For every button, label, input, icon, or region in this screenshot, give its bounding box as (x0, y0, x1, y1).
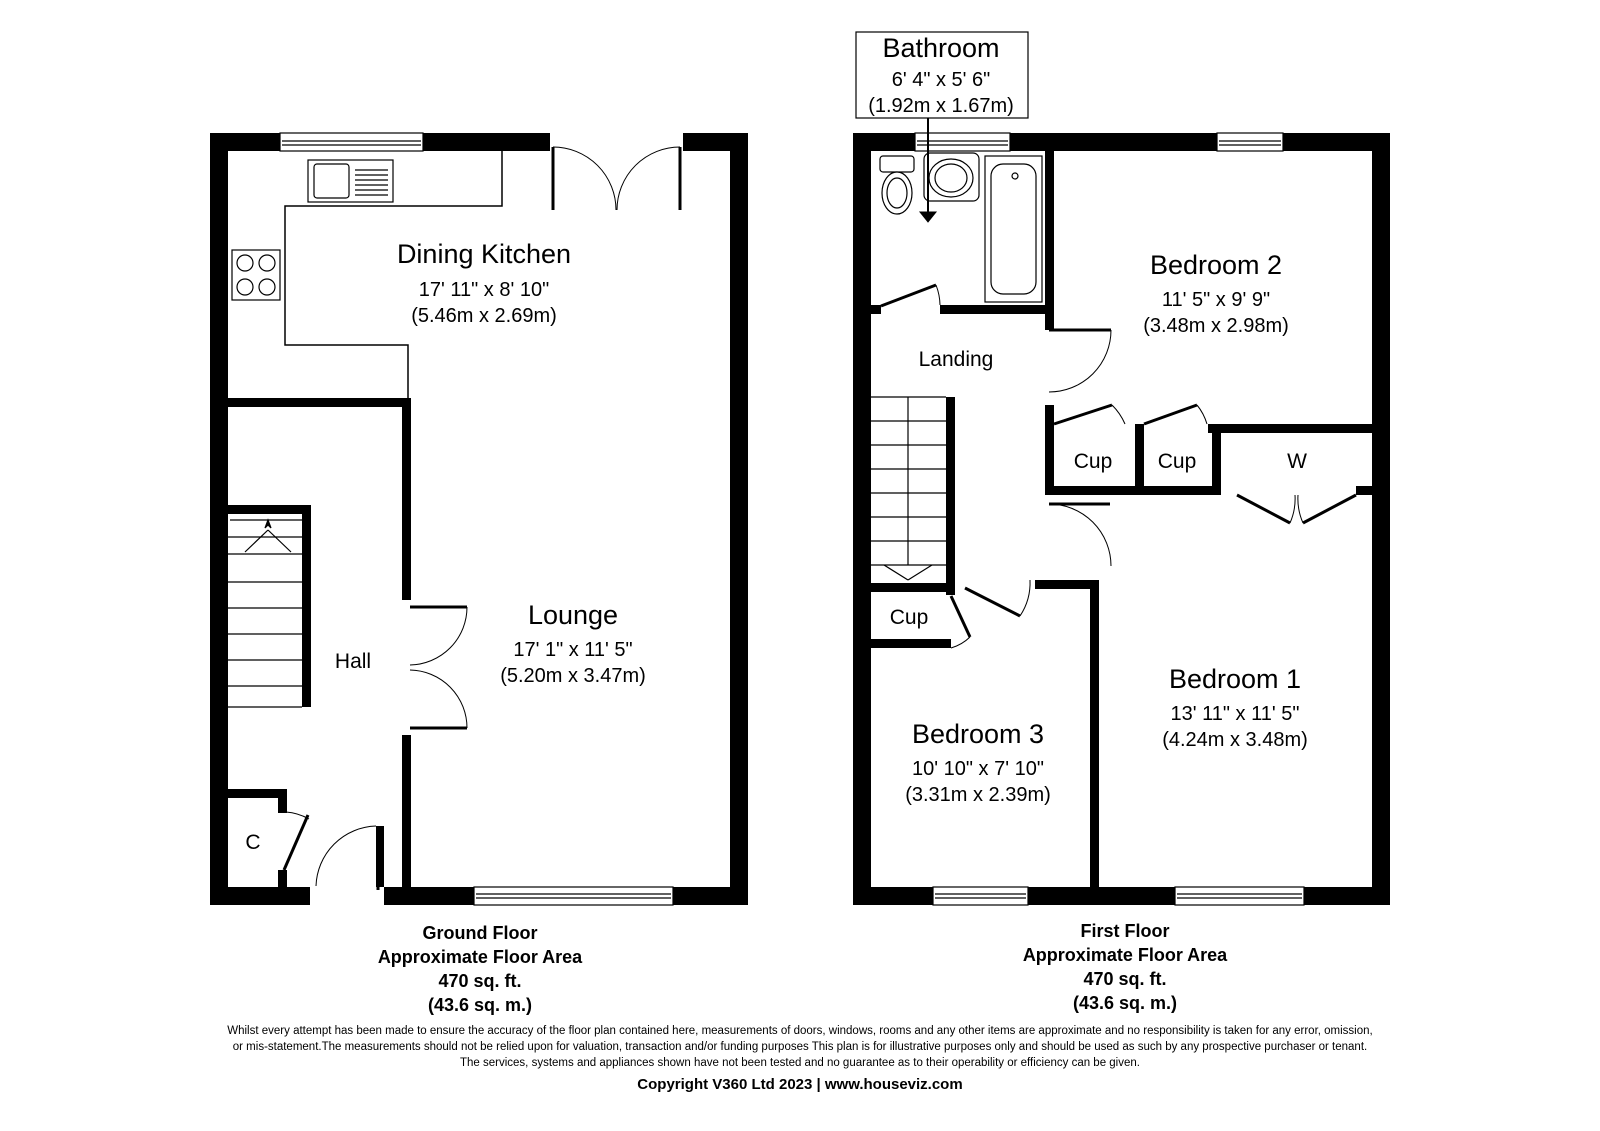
first-floor-area-sqft: 470 sq. ft. (1083, 969, 1167, 989)
disclaimer-text (20, 1023, 1580, 1071)
first-floor-title: First Floor (1080, 921, 1170, 941)
cup3-name: Cup (889, 606, 929, 629)
sink-icon (308, 160, 393, 202)
disclaimer-line-2: or mis-statement.The measurements should not be relied upon for valuation, transaction and/or funding purposes This plan is for illustrative purposes only and should be used as such by any prospective purchaser or tenant. (232, 1041, 1368, 1053)
dining-kitchen-imperial: 17' 11" x 8' 10" (418, 279, 550, 301)
ground-floor-caption (300, 921, 660, 1017)
front-door (316, 826, 378, 890)
dining-kitchen-metric: (5.46m x 2.69m) (411, 305, 557, 327)
bathroom-imperial: 6' 4" x 5' 6" (891, 69, 991, 91)
bedroom2-name: Bedroom 2 (1149, 250, 1283, 280)
bathroom-metric: (1.92m x 1.67m) (868, 95, 1014, 117)
dining-kitchen-name: Dining Kitchen (396, 239, 572, 269)
ground-floor-area-sqm: (43.6 sq. m.) (427, 995, 533, 1015)
disclaimer-line-1: Whilst every attempt has been made to ensure the accuracy of the floor plan contained here, measurements of doors, windows, rooms and any other items are approximate and no responsibility is taken for any error, omission, (227, 1025, 1373, 1037)
bedroom3-name: Bedroom 3 (911, 719, 1045, 749)
bedroom2-imperial: 11' 5" x 9' 9" (1161, 289, 1271, 311)
bedroom3-metric: (3.31m x 2.39m) (905, 784, 1051, 806)
closet-door (284, 812, 309, 870)
first-floor-caption (945, 919, 1305, 1015)
first-floor-subtitle: Approximate Floor Area (1022, 945, 1228, 965)
cup2-name: Cup (1157, 450, 1197, 473)
first-floor-area-sqm: (43.6 sq. m.) (1072, 993, 1178, 1013)
lounge-metric: (5.20m x 3.47m) (500, 665, 646, 687)
bedroom3-imperial: 10' 10" x 7' 10" (912, 758, 1044, 780)
cupboard-c-name: C (245, 831, 261, 854)
ground-floor-title: Ground Floor (422, 923, 538, 943)
copyright-text: Copyright V360 Ltd 2023 | www.houseviz.com (637, 1076, 963, 1093)
ground-floor-plan (210, 133, 748, 905)
lounge-name: Lounge (527, 600, 619, 630)
landing-name: Landing (918, 348, 994, 371)
lounge-window (474, 887, 673, 905)
bedroom2-window (1217, 133, 1283, 151)
toilet-icon (880, 156, 914, 214)
french-doors (553, 147, 680, 210)
disclaimer-line-3: The services, systems and appliances shown have not been tested and no guarantee as to their operability or efficiency can be given. (460, 1057, 1140, 1069)
lounge-doors (410, 607, 467, 728)
bedroom1-metric: (4.24m x 3.48m) (1162, 729, 1308, 751)
hall-name: Hall (334, 650, 372, 673)
bathroom-name: Bathroom (882, 33, 1000, 63)
bedroom2-metric: (3.48m x 2.98m) (1143, 315, 1289, 337)
ground-stairs (228, 520, 302, 707)
basin-icon (924, 153, 979, 201)
bedroom3-window (933, 887, 1028, 905)
ground-floor-subtitle: Approximate Floor Area (377, 947, 583, 967)
wardrobe-name: W (1287, 450, 1307, 473)
lounge-imperial: 17' 1" x 11' 5" (513, 639, 633, 661)
bathroom-window (915, 133, 1010, 151)
ground-floor-area-sqft: 470 sq. ft. (438, 971, 522, 991)
bedroom1-name: Bedroom 1 (1168, 664, 1302, 694)
first-floor-stairs (871, 397, 946, 580)
cup1-name: Cup (1073, 450, 1113, 473)
hob-icon (232, 250, 280, 300)
bath-icon (985, 156, 1042, 302)
bedroom1-window (1175, 887, 1304, 905)
kitchen-window (280, 133, 423, 151)
bedroom1-imperial: 13' 11" x 11' 5" (1170, 703, 1300, 725)
first-floor-plan (853, 32, 1390, 905)
